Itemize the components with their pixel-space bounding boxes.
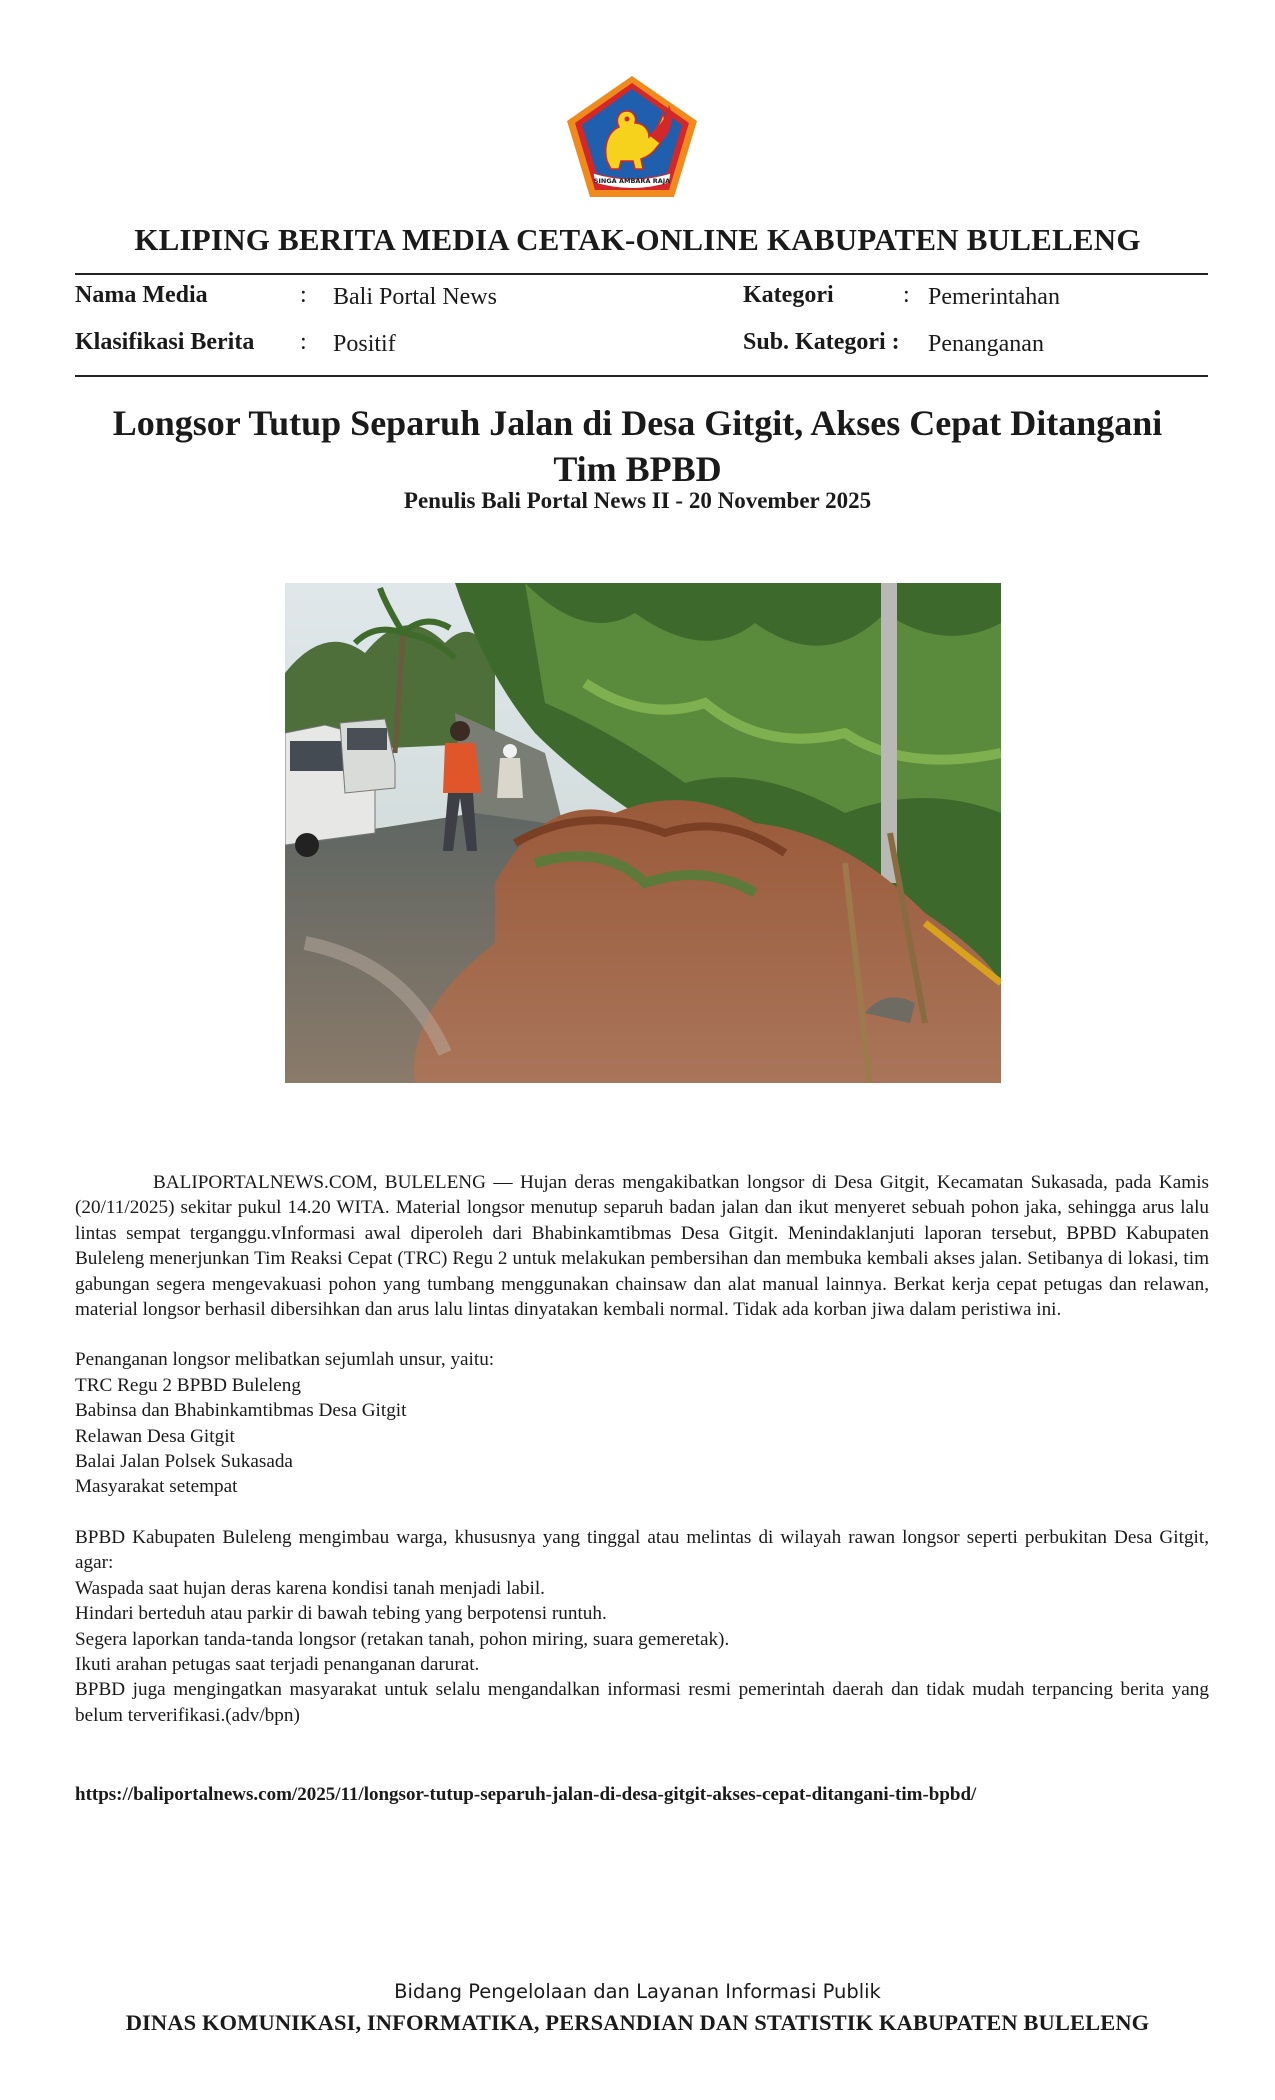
media-separator: :	[300, 282, 307, 308]
article-byline: Penulis Bali Portal News II - 20 November 2025	[403, 488, 872, 513]
kategori-separator: :	[903, 282, 910, 308]
klasifikasi-separator: :	[300, 329, 307, 355]
footer-agency: DINAS KOMUNIKASI, INFORMATIKA, PERSANDIAN DAN STATISTIK KABUPATEN BULELENG	[125, 2010, 1150, 2035]
units-intro: Penanganan longsor melibatkan sejumlah unsur, yaitu:	[75, 1349, 495, 1371]
media-label: Nama Media	[75, 282, 208, 308]
list-item: Babinsa dan Bhabinkamtibmas Desa Gitgit	[75, 1400, 407, 1422]
list-item: TRC Regu 2 BPBD Buleleng	[75, 1374, 301, 1396]
document-title: KLIPING BERITA MEDIA CETAK-ONLINE KABUPATEN BULELENG	[134, 222, 1141, 257]
media-value: Bali Portal News	[333, 284, 497, 310]
kabupaten-buleleng-crest-icon	[563, 73, 701, 201]
appeal-intro: BPBD Kabupaten Buleleng mengimbau warga, khususnya yang tinggal atau melintas di wilayah rawan longsor seperti perbukitan Desa Gitgit, agar:	[75, 1526, 1209, 1574]
list-item: Ikuti arahan petugas saat terjadi penanganan darurat.	[75, 1653, 480, 1675]
klasifikasi-value: Positif	[333, 331, 396, 357]
list-item: Balai Jalan Polsek Sukasada	[75, 1451, 293, 1473]
footer-division: Bidang Pengelolaan dan Layanan Informasi Publik	[394, 1980, 881, 2003]
list-item: Relawan Desa Gitgit	[75, 1425, 235, 1447]
list-item: Hindari berteduh atau parkir di bawah tebing yang berpotensi runtuh.	[75, 1603, 607, 1625]
headline-line-1: Longsor Tutup Separuh Jalan di Desa Gitgit, Akses Cepat Ditangani	[112, 403, 1163, 443]
list-item: Masyarakat setempat	[75, 1476, 238, 1498]
header-divider-bottom	[75, 375, 1208, 377]
article-paragraph: BALIPORTALNEWS.COM, BULELENG — Hujan deras mengakibatkan longsor di Desa Gitgit, Kecamatan Sukasada, pada Kamis (20/11/2025) sekitar pukul 14.20 WITA. Material longsor menutup separuh badan jalan dan ikut menyeret sebuah pohon jaka, sehingga arus lalu lintas sempat terganggu.vInformasi awal diperoleh dari Bhabinkamtibmas Desa Gitgit. Menindaklanjuti laporan tersebut, BPBD Kabupaten Buleleng menerjunkan Tim Reaksi Cepat (TRC) Regu 2 untuk melakukan pembersihan dan membuka kembali akses jalan. Setibanya di lokasi, tim gabungan segera mengevakuasi pohon yang tumbang menggunakan chainsaw dan alat manual lainnya. Berkat kerja cepat petugas dan relawan, material longsor berhasil dibersihkan dan arus lalu lintas dinyatakan kembali normal. Tidak ada korban jiwa dalam peristiwa ini.	[75, 1172, 1209, 1321]
closing-paragraph: BPBD juga mengingatkan masyarakat untuk selalu mengandalkan informasi resmi pemerintah daerah dan tidak mudah terpancing berita yang belum terverifikasi.(adv/bpn)	[75, 1679, 1209, 1726]
klasifikasi-label: Klasifikasi Berita	[75, 329, 255, 355]
list-item: Segera laporkan tanda-tanda longsor (retakan tanah, pohon miring, suara gemeretak).	[75, 1628, 730, 1650]
subkategori-label: Sub. Kategori :	[743, 329, 900, 355]
kategori-label: Kategori	[743, 282, 834, 308]
article-body	[75, 1170, 1209, 1728]
kategori-value: Pemerintahan	[928, 284, 1060, 310]
article-headline	[90, 400, 1185, 492]
list-item: Waspada saat hujan deras karena kondisi tanah menjadi labil.	[75, 1577, 545, 1599]
subkategori-value: Penanganan	[928, 331, 1044, 357]
header-divider-top	[75, 273, 1208, 275]
headline-line-2: Tim BPBD	[553, 449, 722, 489]
svg-text:SINGA AMBARA RAJA: SINGA AMBARA RAJA	[593, 177, 671, 185]
landslide-photo	[285, 583, 1001, 1083]
source-url-link[interactable]: https://baliportalnews.com/2025/11/longsor-tutup-separuh-jalan-di-desa-gitgit-akses-cepat-ditangani-tim-bpbd/	[75, 1784, 977, 1805]
